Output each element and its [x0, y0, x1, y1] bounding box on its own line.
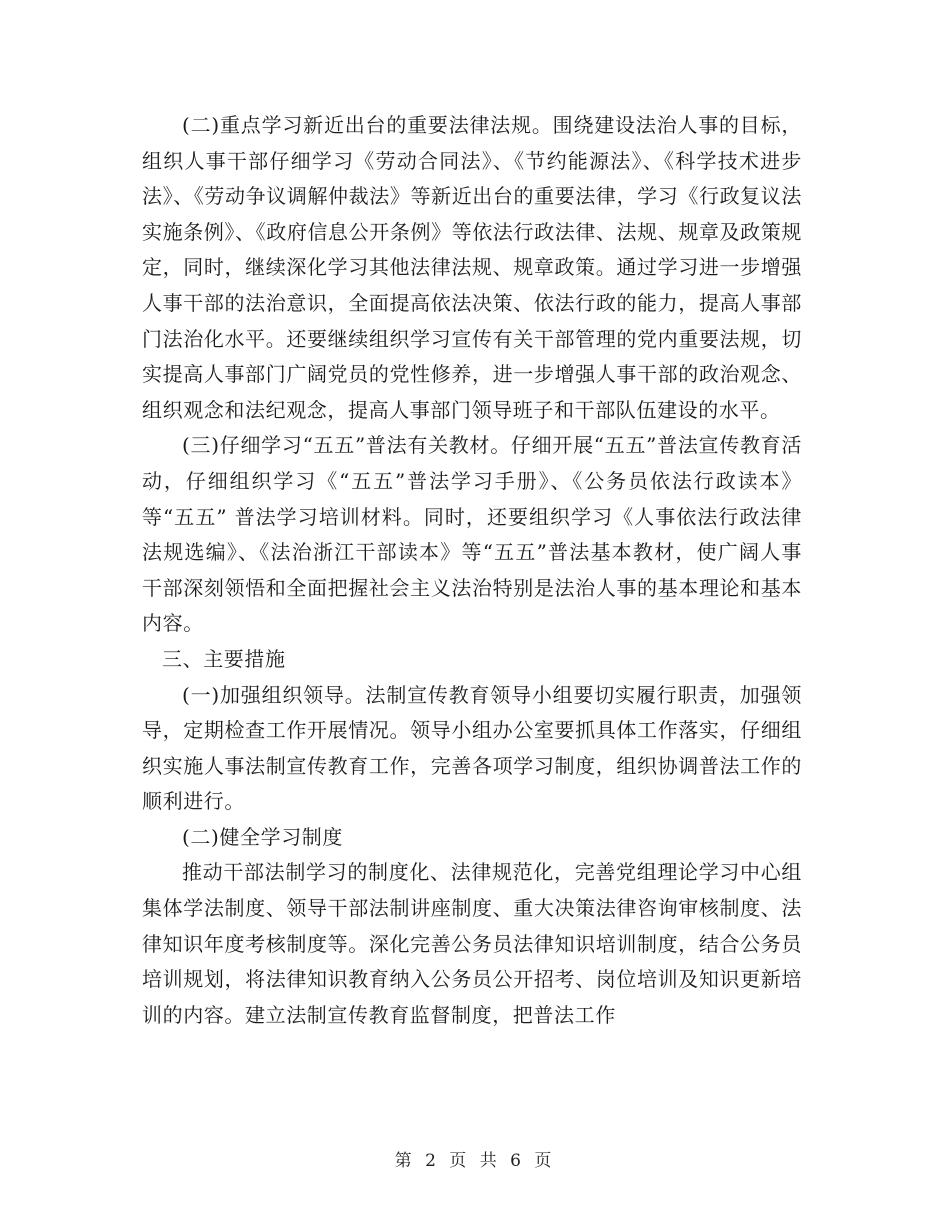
paragraph-five-five-materials: (三)仔细学习“五五”普法有关教材。仔细开展“五五”普法宣传教育活动，仔细组织学习《“五五”普法学习手册》、《公务员依法行政读本》等“五五” 普法学习培训材料。同时，还要组织学习《人事依法行政法律法规选编》、《法治浙江干部读本》等“五五”普法基本教材，使广阔人事干部深刻领悟和全面把握社会主义法治特别是法治人事的基本理论和基本内容。 [142, 433, 802, 636]
paragraph-study-system-detail: 推动干部法制学习的制度化、法律规范化，完善党组理论学习中心组集体学法制度、领导干部法制讲座制度、重大决策法律咨询审核制度、法律知识年度考核制度等。深化完善公务员法律知识培训制度，结合公务员培训规划，将法律知识教育纳入公务员公开招考、岗位培训及知识更新培训的内容。建立法制宣传教育监督制度，把普法工作 [142, 860, 802, 1027]
paragraph-strengthen-leadership: (一)加强组织领导。法制宣传教育领导小组要切实履行职责，加强领导，定期检查工作开展情况。领导小组办公室要抓具体工作落实，仔细组织实施人事法制宣传教育工作，完善各项学习制度，组织协调普法工作的顺利进行。 [142, 682, 802, 814]
subheading-study-system: (二)健全学习制度 [182, 824, 344, 849]
paragraph-key-laws: (二)重点学习新近出台的重要法律法规。围绕建设法治人事的目标，组织人事干部仔细学习《劳动合同法》、《节约能源法》、《科学技术进步法》、《劳动争议调解仲裁法》等新近出台的重要法律，学习《行政复议法实施条例》、《政府信息公开条例》等依法行政法律、法规、规章及政策规定，同时，继续深化学习其他法律法规、规章政策。通过学习进一步增强人事干部的法治意识，全面提高依法决策、依法行政的能力，提高人事部门法治化水平。还要继续组织学习宣传有关干部管理的党内重要法规，切实提高人事部门广阔党员的党性修养，进一步增强人事干部的政治观念、组织观念和法纪观念，提高人事部门领导班子和干部队伍建设的水平。 [142, 113, 802, 422]
document-body [142, 108, 802, 1033]
section-heading-main-measures: 三、主要措施 [162, 646, 286, 671]
page-number-footer: 第 2 页 共 6 页 [394, 1151, 556, 1171]
